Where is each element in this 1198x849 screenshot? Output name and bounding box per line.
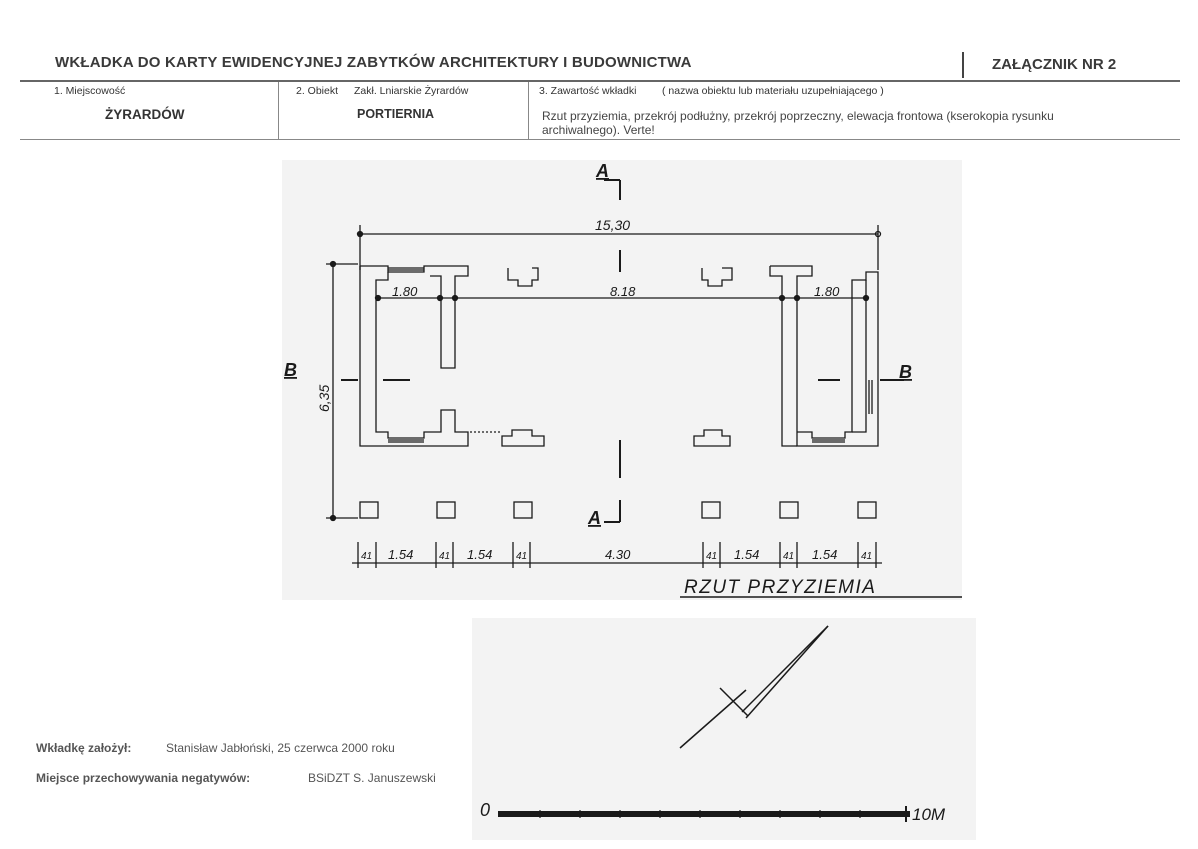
drawing-caption: RZUT PRZYZIEMIA [684, 577, 877, 598]
dim-right-room: 1.80 [814, 284, 840, 299]
place-label: 1. Miejscowość [54, 85, 126, 97]
section-a-bottom: A [588, 508, 601, 528]
section-b-left: B [284, 360, 297, 380]
scale-start-label: 0 [480, 800, 491, 820]
dim-bottom-1: 41 [361, 551, 373, 562]
scale-bar [480, 800, 946, 824]
dim-left-room: 1.80 [392, 284, 418, 299]
storage-value: BSiDZT S. Januszewski [308, 771, 436, 785]
place-value: ŻYRARDÓW [105, 107, 185, 122]
author-label: Wkładkę założył: [36, 741, 132, 755]
dim-bottom-5: 41 [516, 551, 528, 562]
dim-bottom-7: 41 [706, 551, 718, 562]
dim-bottom-6: 4.30 [605, 547, 631, 562]
header-title: WKŁADKA DO KARTY EWIDENCYJNEJ ZABYTKÓW ARCHITEKTURY I BUDOWNICTWA [55, 54, 692, 71]
dim-bottom-9: 41 [783, 551, 795, 562]
object-label: 2. Obiekt [296, 85, 339, 97]
dim-middle: 8.18 [610, 284, 636, 299]
dim-depth: 6,35 [316, 384, 332, 412]
dim-bottom-8: 1.54 [734, 547, 760, 562]
content-note: ( nazwa obiektu lub materiału uzupełniającego ) [662, 85, 884, 97]
object-value: PORTIERNIA [357, 107, 435, 121]
dim-bottom-11: 41 [861, 551, 873, 562]
dim-bottom-10: 1.54 [812, 547, 838, 562]
section-a-top: A [596, 161, 609, 181]
object-name: Zakł. Lniarskie Żyrardów [354, 85, 469, 97]
north-arrow-icon [680, 626, 828, 748]
scale-end-label: 10M [912, 805, 946, 824]
storage-label: Miejsce przechowywania negatywów: [36, 771, 251, 785]
content-label: 3. Zawartość wkładki [539, 85, 637, 97]
dim-bottom-2: 1.54 [388, 547, 414, 562]
dim-bottom-4: 1.54 [467, 547, 493, 562]
dim-total: 15,30 [595, 217, 631, 233]
section-b-right: B [899, 362, 912, 382]
author-value: Stanisław Jabłoński, 25 czerwca 2000 roku [166, 741, 395, 755]
content-value: Rzut przyziemia, przekrój podłużny, przekrój poprzeczny, elewacja frontowa (kserokopia rysunku archiwalnego). Verte! [542, 109, 1054, 137]
dim-bottom-3: 41 [439, 551, 451, 562]
annex-label: ZAŁĄCZNIK NR 2 [992, 56, 1117, 73]
